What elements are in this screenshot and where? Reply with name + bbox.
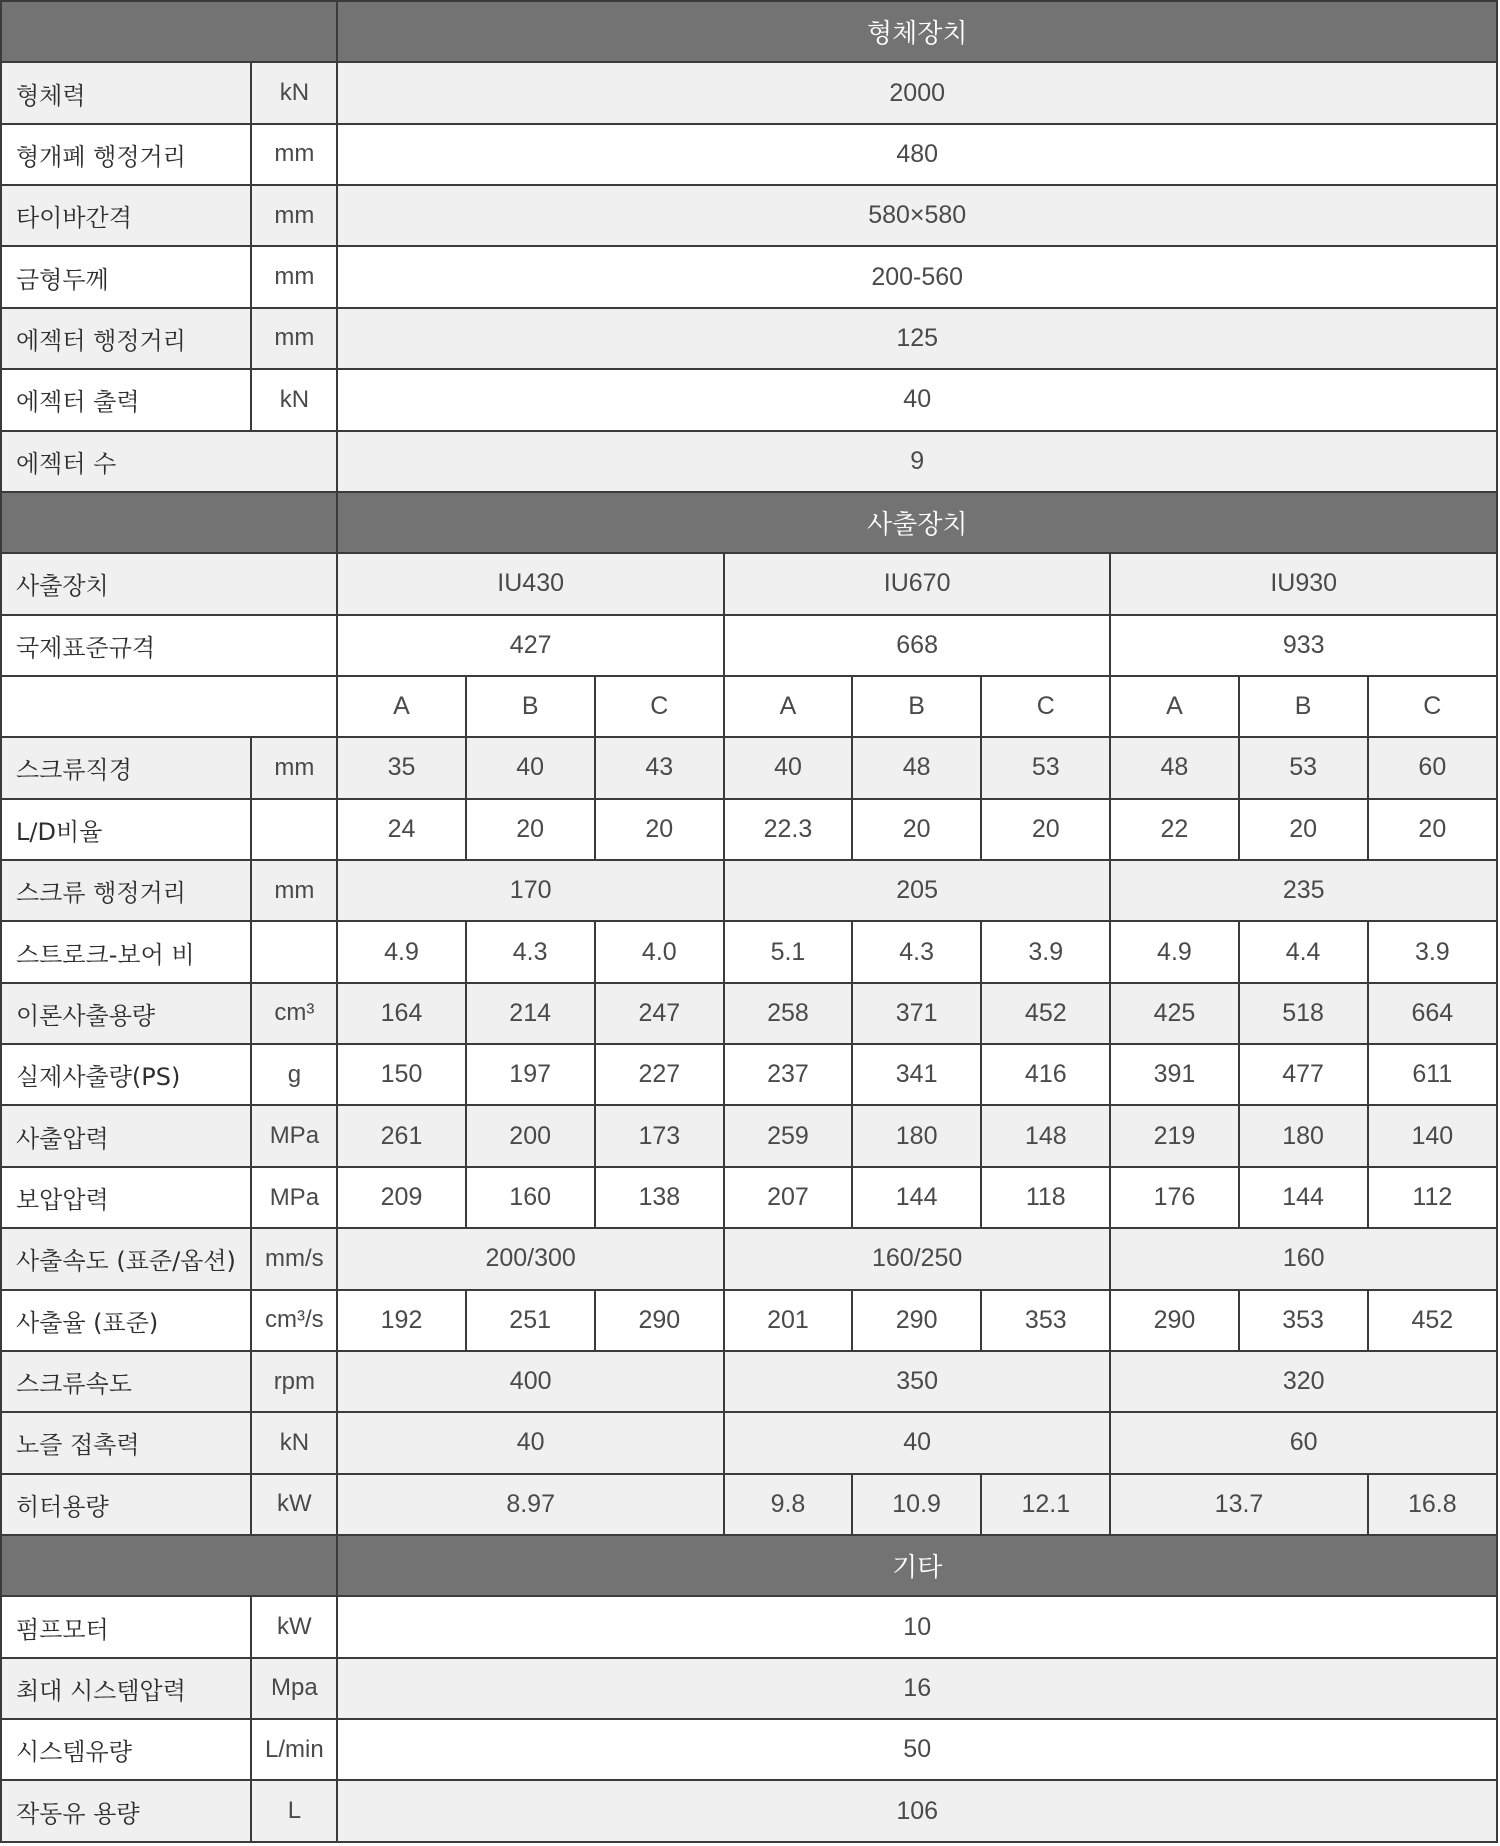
cell: 138 [595,1167,724,1228]
cell: 10.9 [852,1474,981,1535]
table-row [1,369,1497,430]
row-unit: Mpa [251,1658,337,1719]
row-value: 580×580 [337,185,1497,246]
row-unit: mm [251,308,337,369]
row-unit [251,799,337,860]
cell: 353 [1239,1290,1368,1351]
row-label: 타이바간격 [1,185,251,246]
cell: 353 [981,1290,1110,1351]
cell: 3.9 [981,921,1110,982]
cell: 214 [466,983,595,1044]
cell: 20 [1239,799,1368,860]
cell: 12.1 [981,1474,1110,1535]
cell: 160 [1110,1228,1497,1289]
cell: 40 [724,1412,1110,1473]
table-row [1,308,1497,369]
row-unit [251,921,337,982]
cell: 180 [1239,1105,1368,1166]
row-value: 200-560 [337,246,1497,307]
cell: 664 [1368,983,1497,1044]
row-unit: kN [251,1412,337,1473]
cell: 247 [595,983,724,1044]
row-label: 펌프모터 [1,1596,251,1657]
cell: 13.7 [1110,1474,1367,1535]
cell: 258 [724,983,852,1044]
cell: 118 [981,1167,1110,1228]
section-header-clamping [1,1,1497,62]
row-unit: MPa [251,1105,337,1166]
row-unit: cm³ [251,983,337,1044]
row-unit: kN [251,369,337,430]
cell: 5.1 [724,921,852,982]
cell: 200 [466,1105,595,1166]
section-header-spacer [1,1,337,62]
table-row [1,615,1497,676]
table-row [1,1167,1497,1228]
section-header-spacer [1,1535,337,1596]
cell: 53 [981,737,1110,798]
table-row [1,1351,1497,1412]
cell: 48 [1110,737,1238,798]
cell: 4.3 [466,921,595,982]
empty-cell [1,676,337,737]
table-row [1,1228,1497,1289]
cell: 4.0 [595,921,724,982]
cell: 20 [1368,799,1497,860]
row-unit: L/min [251,1719,337,1780]
row-value: 10 [337,1596,1497,1657]
row-unit: rpm [251,1351,337,1412]
row-value: 480 [337,124,1497,185]
cell: 112 [1368,1167,1497,1228]
cell: 148 [981,1105,1110,1166]
cell: 24 [337,799,465,860]
cell: 259 [724,1105,852,1166]
cell: 371 [852,983,981,1044]
row-label: 히터용량 [1,1474,251,1535]
cell: 290 [595,1290,724,1351]
table-row [1,983,1497,1044]
row-label: 사출압력 [1,1105,251,1166]
section-title: 기타 [337,1535,1497,1596]
row-unit: cm³/s [251,1290,337,1351]
cell: 207 [724,1167,852,1228]
cell: 4.4 [1239,921,1368,982]
table-row [1,431,1497,492]
cell: 40 [466,737,595,798]
cell: 251 [466,1290,595,1351]
cell: 391 [1110,1044,1238,1105]
screw-type: C [981,676,1110,737]
cell: 400 [337,1351,723,1412]
cell: 227 [595,1044,724,1105]
cell: 40 [337,1412,723,1473]
cell: 176 [1110,1167,1238,1228]
table-row [1,185,1497,246]
row-unit: mm [251,124,337,185]
row-unit: mm/s [251,1228,337,1289]
row-label: 스트로크-보어 비 [1,921,251,982]
cell: 22 [1110,799,1238,860]
row-label: L/D비율 [1,799,251,860]
row-unit: mm [251,860,337,921]
row-label: 형체력 [1,62,251,123]
cell: 150 [337,1044,465,1105]
cell: 611 [1368,1044,1497,1105]
row-value: 2000 [337,62,1497,123]
cell: 20 [981,799,1110,860]
cell: 452 [1368,1290,1497,1351]
cell: 197 [466,1044,595,1105]
row-unit: kW [251,1474,337,1535]
cell: 201 [724,1290,852,1351]
cell: 16.8 [1368,1474,1497,1535]
model-iu430: IU430 [337,553,723,614]
row-label: 스크류직경 [1,737,251,798]
row-unit: kN [251,62,337,123]
row-value: 125 [337,308,1497,369]
cell: 43 [595,737,724,798]
table-row [1,1044,1497,1105]
cell: 261 [337,1105,465,1166]
row-unit: L [251,1780,337,1842]
cell: 341 [852,1044,981,1105]
cell: 22.3 [724,799,852,860]
screw-type: B [466,676,595,737]
screw-type: B [852,676,981,737]
screw-type: C [595,676,724,737]
table-row [1,62,1497,123]
cell: 20 [595,799,724,860]
cell: 180 [852,1105,981,1166]
row-unit: mm [251,246,337,307]
cell: 4.3 [852,921,981,982]
row-label: 실제사출량(PS) [1,1044,251,1105]
cell: 20 [466,799,595,860]
cell: 160 [466,1167,595,1228]
row-label: 형개폐 행정거리 [1,124,251,185]
cell: 60 [1110,1412,1497,1473]
cell: 209 [337,1167,465,1228]
cell: 173 [595,1105,724,1166]
row-label: 스크류속도 [1,1351,251,1412]
table-row [1,799,1497,860]
cell: 290 [852,1290,981,1351]
section-title: 사출장치 [337,492,1497,553]
cell: 192 [337,1290,465,1351]
cell: 320 [1110,1351,1497,1412]
screw-type: C [1368,676,1497,737]
table-row [1,737,1497,798]
table-row [1,1658,1497,1719]
row-unit: MPa [251,1167,337,1228]
cell: 290 [1110,1290,1238,1351]
cell: 237 [724,1044,852,1105]
row-label: 국제표준규격 [1,615,337,676]
screw-type: A [337,676,465,737]
cell: 205 [724,860,1110,921]
cell: 40 [724,737,852,798]
cell: 4.9 [1110,921,1238,982]
model-iu670: IU670 [724,553,1110,614]
cell: 9.8 [724,1474,852,1535]
cell: 170 [337,860,723,921]
row-label: 시스템유량 [1,1719,251,1780]
row-label: 보압압력 [1,1167,251,1228]
screw-type: A [1110,676,1238,737]
row-value: 933 [1110,615,1497,676]
row-label: 사출장치 [1,553,337,614]
cell: 48 [852,737,981,798]
row-label: 금형두께 [1,246,251,307]
row-unit: g [251,1044,337,1105]
cell: 140 [1368,1105,1497,1166]
cell: 20 [852,799,981,860]
model-iu930: IU930 [1110,553,1497,614]
cell: 4.9 [337,921,465,982]
row-label: 사출속도 (표준/옵션) [1,1228,251,1289]
cell: 477 [1239,1044,1368,1105]
cell: 144 [1239,1167,1368,1228]
cell: 200/300 [337,1228,723,1289]
cell: 416 [981,1044,1110,1105]
table-row [1,124,1497,185]
table-row [1,1412,1497,1473]
row-label: 에젝터 행정거리 [1,308,251,369]
cell: 164 [337,983,465,1044]
row-value: 40 [337,369,1497,430]
table-row [1,1290,1497,1351]
row-value: 9 [337,431,1497,492]
cell: 35 [337,737,465,798]
row-label: 사출율 (표준) [1,1290,251,1351]
row-value: 106 [337,1780,1497,1842]
cell: 53 [1239,737,1368,798]
row-value: 16 [337,1658,1497,1719]
section-title: 형체장치 [337,1,1497,62]
row-unit: mm [251,185,337,246]
cell: 452 [981,983,1110,1044]
table-row [1,1596,1497,1657]
row-value: 50 [337,1719,1497,1780]
row-label: 스크류 행정거리 [1,860,251,921]
cell: 8.97 [337,1474,723,1535]
cell: 160/250 [724,1228,1110,1289]
table-row [1,553,1497,614]
table-row [1,246,1497,307]
row-label: 작동유 용량 [1,1780,251,1842]
row-label: 에젝터 출력 [1,369,251,430]
cell: 144 [852,1167,981,1228]
table-row [1,1105,1497,1166]
cell: 518 [1239,983,1368,1044]
row-label: 노즐 접촉력 [1,1412,251,1473]
row-value: 668 [724,615,1110,676]
row-value: 427 [337,615,723,676]
table-row [1,921,1497,982]
section-header-spacer [1,492,337,553]
cell: 425 [1110,983,1238,1044]
cell: 350 [724,1351,1110,1412]
row-label: 이론사출용량 [1,983,251,1044]
cell: 235 [1110,860,1497,921]
table-row [1,1780,1497,1842]
row-unit: mm [251,737,337,798]
screw-type: B [1239,676,1368,737]
section-header-other [1,1535,1497,1596]
row-label: 최대 시스템압력 [1,1658,251,1719]
table-row [1,676,1497,737]
table-row [1,1474,1497,1535]
section-header-injection [1,492,1497,553]
row-unit: kW [251,1596,337,1657]
screw-type: A [724,676,852,737]
cell: 60 [1368,737,1497,798]
table-row [1,860,1497,921]
row-label: 에젝터 수 [1,431,337,492]
table-row [1,1719,1497,1780]
cell: 219 [1110,1105,1238,1166]
cell: 3.9 [1368,921,1497,982]
